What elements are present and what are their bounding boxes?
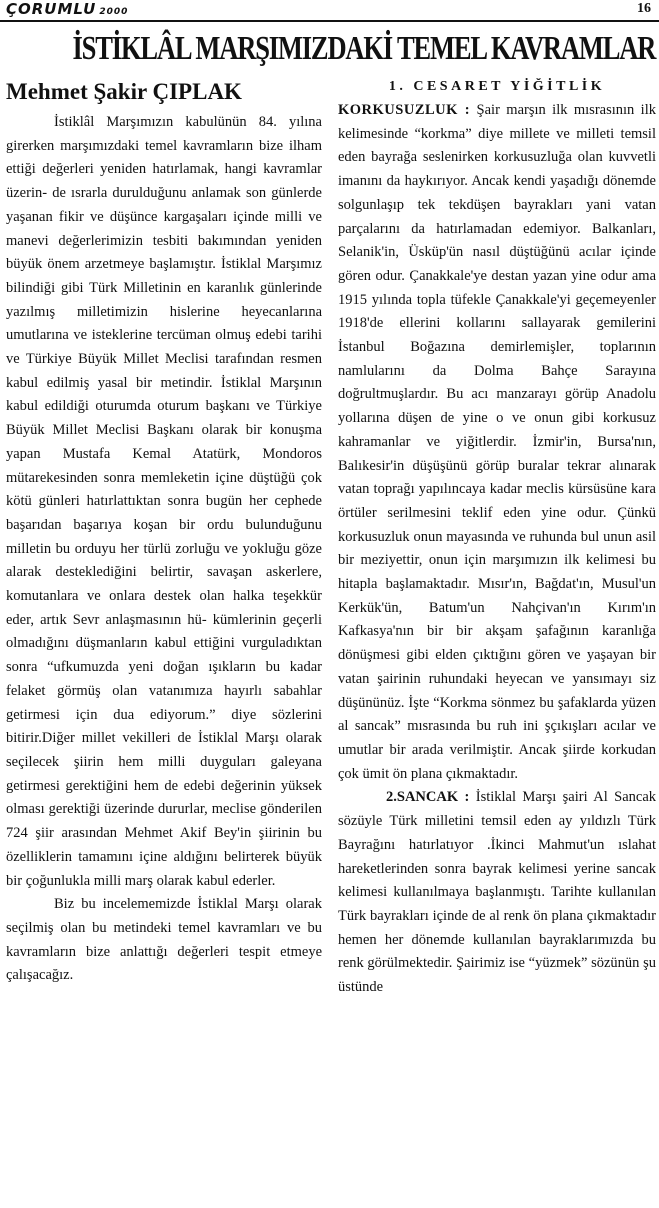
- article-title: İSTİKLÂL MARŞIMIZDAKİ TEMEL KAVRAMLAR: [72, 30, 656, 67]
- section-2-heading: 2.SANCAK :: [386, 789, 470, 806]
- intro-paragraph-1: İstiklâl Marşımızın kabulünün 84. yılına girerken marşımızdaki temel kavramların bize ilham ettiği değerleri yeniden hatırlamak, hangi kavramlar üzerin- de ısrarla durulduğunu anlamak son günlerde yaşanan fikir ve düşünce kargaşaları içinde milli ve manevi değerlerimizin tesbiti bakımından yeniden büyük önem arzetmeye başlamıştır. İstiklal Marşımız bilindiği gibi Türk Milletinin en karanlık günlerinde yazılmış milletimizin hislerine heyecanlarına umutlarına ve isteklerine tercüman olmuş edebi tarihi ve Türkiye Büyük Millet Meclisi tarafından resmen kabul edilmiş yasal bir metindir. İstiklal Marşının kabul edildiği oturumda oturum başkanı ve Türkiye Büyük Millet Meclisi Başkanı olarak bir konuşma yapan Mustafa Kemal Atatürk, Mondoros mütarekesinden sonra memleketin içine düştüğü çok kötü günleri hatırlattıktan sonra bugün her cephede başarıdan başarıya koşan bir ordu bulunduğunu milletin bu orduyu her türlü zorluğu ve yokluğu göze alarak desteklediğini belirtir, savaşan askerlere, komutanlara ve onlara destek olan halka teşekkür eder, artık Sevr anlaşmasının hü- kümlerinin geçerli olmadığını düşmanların kabul ettiğini vurguladıktan sonra “ufkumuzda yeni doğan ışıkların bu kadar felaket görmüş olan vatanımıza hayırlı sabahlar getirmesi için dua ediyorum.” diye sözlerini bitirir.Diğer millet vekilleri de İstiklal Marşı olarak seçilecek şiirin hem milli duyguları galeyana getirmesi gerektiğini hem de edebi değerinin yüksek olması gerektiği üzerinde dururlar, meclise gönderilen 724 şiir arasından Mehmet Akif Bey'in şiirinin bu özelliklerin tamamını içine aldığını belirterek büyük bir çoğunlukla milli marş olarak kabul ederler.: [6, 114, 322, 889]
- page-header: [0, 0, 659, 22]
- section-1-heading: 1. CESARET YİĞİTLİK: [388, 79, 606, 94]
- masthead-year: 2000: [99, 7, 129, 17]
- intro-paragraph-2: Biz bu incelememizde İstiklal Marşı olarak seçilmiş olan bu metindeki temel kavramları ve bu kavramların bize anlattığı değerleri tespit etmeye çalışacağız.: [6, 896, 322, 984]
- masthead-name: ÇORUMLU: [6, 0, 97, 18]
- masthead: [6, 0, 128, 18]
- header-rule: [0, 20, 659, 22]
- left-column: [6, 111, 322, 988]
- right-column: [338, 75, 656, 1000]
- section-2-body: İstiklal Marşı şairi Al Sancak sözüyle Türk milletini temsil eden ay yıldızlı Türk Bayrağını hatırlatıyor .İkinci Mahmut'un ıslahat hareketlerinden sonra bayrak kelimesi yerine sancak kelimesi kullanılmaya başlanmıştı. Tarihte kullanılan Türk bayrakları içinde de al renk ön plana çıkmaktadır hemen her dönemde kullanılan bayraklarımızda bu renk görülmektedir. Şairimiz ise “yüzmek” sözünün şu üstünde: [338, 789, 657, 996]
- section-1-paragraph: [338, 99, 656, 786]
- article-author: Mehmet Şakir ÇIPLAK: [6, 79, 242, 104]
- section-1-keyword: KORKUSUZLUK :: [338, 102, 471, 118]
- section-2-paragraph: [338, 786, 656, 999]
- section-1-body: Şair marşın ilk mısrasının ilk kelimesinde “korkma” diye millete ve milleti temsil eden bayrağa seslenirken korkusuzluğa olan kuvvetli imanını da haykırıyor. Ancak kendi yaşadığı dönemde solgunlaşıp tek tekdüşen bayrakları yani vatan parçalarını da hatırlamadan edemiyor. Balkanları, Selanik'in, Üsküp'ün nasıl düştüğünü acılar içinde gören odur. Çanakkale'ye destan yazan yine odur ama 1915 yılında topla tüfekle Çanakkale'yi geçemeyenler 1918'de ellerini kollarını sallayarak gemilerini İstanbul Boğazına demirlemişler, toplarının namlularını da Dolma Bahçe Sarayına doğrultmuşlardır. Bu acı manzarayı görüp Anadolu yollarına düşen de yine o ve onun gibi korkusuz kahramanlar ve yiğitlerdir. İzmir'in, Bursa'nın, Balıkesir'in düşüşünü görüp buralar tekrar alınarak vatan toprağı yapılıncaya kadar meclis kürsüsüne kara örtüler serilmesini teklif eden yine odur. Çünkü korkusuzluk onun mayasında ve ruhunda bul unun asil bir meziyettir, onun için marşımızın ilk kelimesi bu hitapla başlamaktadır. Mısır'ın, Bağdat'ın, Musul'un Kerkük'ün, Batum'un Nahçivan'ın Kırım'ın Kafkasya'nın bir bir akşam şafağının karanlığa dönüşmesi gibi elden çıktığını gören ve yaşayan bir vatan şairinin ruhundaki heyecan ve yansımayı siz düşününüz. İşte “Korkma sönmez bu şafaklarda yüzen al sancak” mısrasında bu ruh ini şçıkışları acılar ve umutlar bir arada verilmiştir. Ancak şiirde korkudan çok ümit ön plana çıkmaktadır.: [338, 102, 656, 782]
- page-number: 16: [637, 1, 651, 16]
